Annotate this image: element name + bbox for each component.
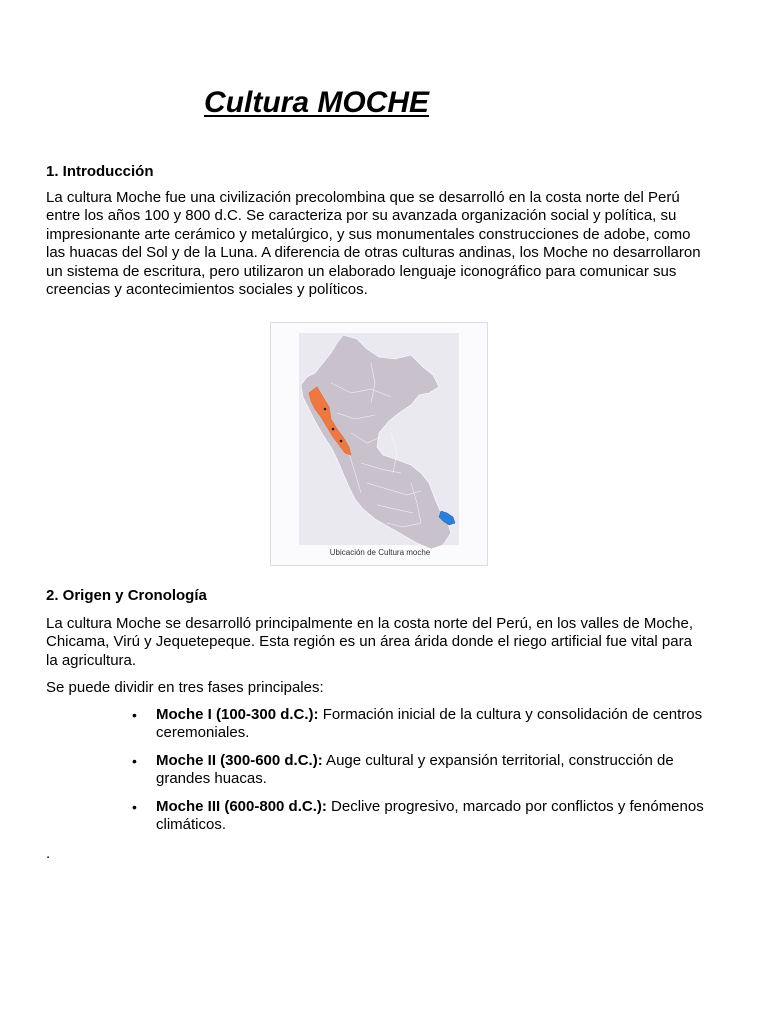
origin-paragraph: La cultura Moche se desarrolló principalmente en la costa norte del Perú, en los valles de Moche, Chicama, Virú y Jequetepeque. Esta región es un área árida donde el riego artificial fue vital para la agricultura.: [46, 615, 694, 669]
trailing-mark: .: [46, 845, 51, 862]
list-item: [132, 706, 706, 743]
bullet-icon: •: [132, 798, 137, 815]
intro-paragraph: La cultura Moche fue una civilización precolombina que se desarrolló en la costa norte del Perú entre los años 100 y 800 d.C. Se caracteriza por su avanzada organización social y política, su impresionante arte cerámico y metalúrgico, y sus monumentales construcciones de adobe, como las huacas del Sol y de la Luna. A diferencia de otras culturas andinas, los Moche no desarrollaron un sistema de escritura, pero utilizaron un elaborado lenguaje iconográfico para comunicar sus creencias y acontecimientos sociales y políticos.: [46, 189, 701, 299]
map-caption: Ubicación de Cultura moche: [329, 548, 431, 557]
phase-label: Moche II (300-600 d.C.):: [156, 751, 323, 769]
site-marker: [340, 440, 343, 443]
page-title: Cultura MOCHE: [204, 86, 429, 119]
phase-text: Declive progresivo, marcado por conflictos y fenómenos climáticos.: [156, 797, 704, 834]
phases-intro: Se puede dividir en tres fases principales:: [46, 679, 324, 696]
phase-label: Moche III (600-800 d.C.):: [156, 797, 327, 815]
bullet-icon: •: [132, 752, 137, 769]
list-item: [132, 797, 706, 835]
site-marker: [324, 408, 327, 411]
bullet-icon: •: [132, 707, 137, 723]
peru-map: [271, 323, 489, 567]
phase-text: Formación inicial de la cultura y consolidación de centros ceremoniales.: [156, 706, 703, 742]
phases-list: [132, 706, 706, 843]
section-heading-introduccion: 1. Introducción: [46, 163, 154, 180]
map-figure: [270, 322, 488, 566]
phase-label: Moche I (100-300 d.C.):: [156, 706, 319, 723]
list-item: [132, 751, 706, 789]
phase-text: Auge cultural y expansión territorial, construcción de grandes huacas.: [156, 751, 674, 788]
site-marker: [332, 428, 335, 431]
section-heading-origen: 2. Origen y Cronología: [46, 587, 207, 604]
